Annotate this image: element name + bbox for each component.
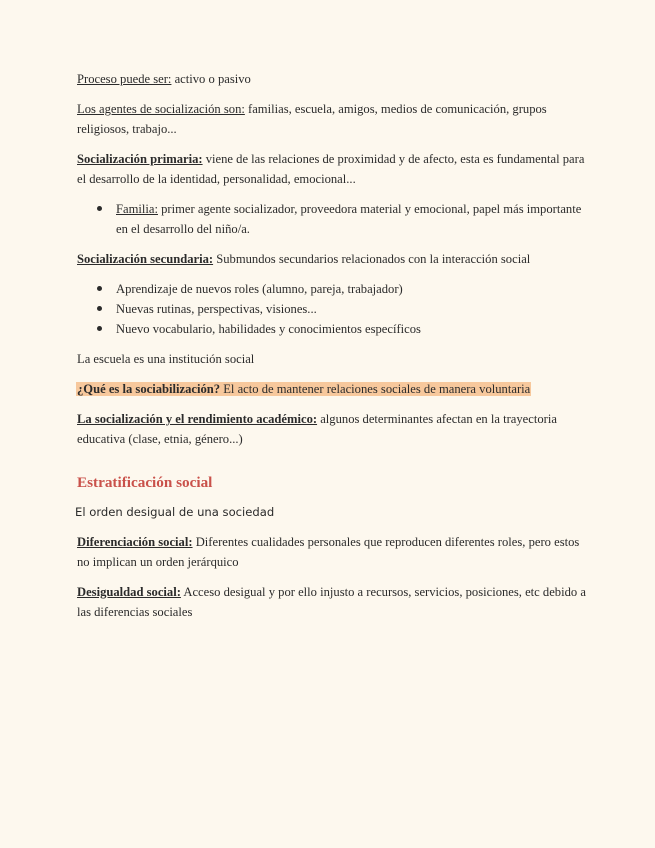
label-que-es: ¿Qué es la sociabilización? bbox=[77, 382, 221, 396]
text-primaria: viene de las relaciones de proximidad y de afecto, esta es fundamental para el desarrollo de la identidad, personalidad, emocional... bbox=[77, 152, 585, 186]
paragraph-escuela: La escuela es una institución social bbox=[77, 352, 255, 366]
document-body bbox=[77, 69, 587, 632]
text-que-es: El acto de mantener relaciones sociales de manera voluntaria bbox=[220, 382, 531, 396]
paragraph-diferenciacion bbox=[77, 532, 587, 572]
text-rendimiento: algunos determinantes afectan en la trayectoria educativa (clase, etnia, género...) bbox=[77, 412, 557, 446]
paragraph-agentes bbox=[77, 99, 587, 139]
paragraph-rendimiento bbox=[77, 409, 587, 449]
paragraph-primaria bbox=[77, 149, 587, 189]
list-item-familia bbox=[77, 199, 587, 239]
list-primaria bbox=[77, 199, 587, 239]
paragraph-proceso bbox=[77, 69, 587, 89]
label-proceso: Proceso puede ser: bbox=[77, 72, 172, 86]
label-agentes: Los agentes de socialización son: bbox=[77, 102, 245, 116]
paragraph-desigualdad bbox=[77, 582, 587, 622]
text-desigualdad: Acceso desigual y por ello injusto a recursos, servicios, posiciones, etc debido a las diferencias sociales bbox=[77, 585, 586, 619]
text-agentes: familias, escuela, amigos, medios de comunicación, grupos religiosos, trabajo... bbox=[77, 102, 547, 136]
text-secundaria: Submundos secundarios relacionados con la interacción social bbox=[213, 252, 531, 266]
paragraph-secundaria bbox=[77, 249, 587, 269]
highlighted-text bbox=[76, 382, 531, 396]
text-familia: primer agente socializador, proveedora material y emocional, papel más importante en el desarrollo del niño/a. bbox=[116, 202, 582, 236]
label-secundaria: Socialización secundaria: bbox=[77, 252, 214, 266]
text-diferenciacion: Diferentes cualidades personales que reproducen diferentes roles, pero estos no implican un orden jerárquico bbox=[77, 535, 580, 569]
text-proceso: activo o pasivo bbox=[171, 72, 251, 86]
list-secundaria bbox=[77, 279, 587, 339]
label-familia: Familia: bbox=[116, 202, 158, 216]
list-item: Nuevas rutinas, perspectivas, visiones... bbox=[77, 299, 587, 319]
paragraph-que-es bbox=[77, 379, 587, 399]
list-item: Nuevo vocabulario, habilidades y conocimientos específicos bbox=[77, 319, 587, 339]
section-heading: Estratificación social bbox=[77, 474, 213, 491]
label-diferenciacion: Diferenciación social: bbox=[77, 535, 193, 549]
label-rendimiento: La socialización y el rendimiento académico: bbox=[77, 412, 318, 426]
section-subtitle: El orden desigual de una sociedad bbox=[75, 505, 275, 519]
label-desigualdad: Desigualdad social: bbox=[77, 585, 181, 599]
list-item: Aprendizaje de nuevos roles (alumno, pareja, trabajador) bbox=[77, 279, 587, 299]
label-primaria: Socialización primaria: bbox=[77, 152, 203, 166]
